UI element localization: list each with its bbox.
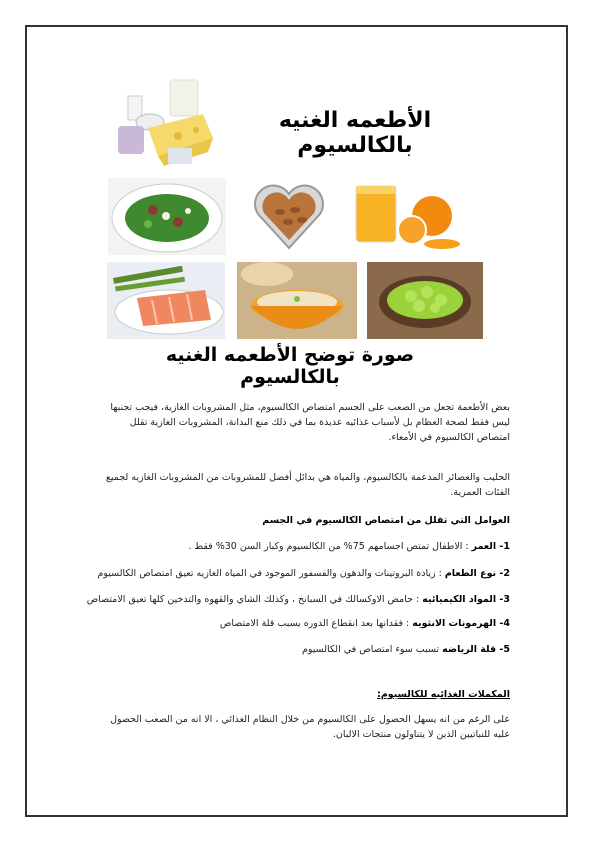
factor-text: : زيادة البروتينات والدهون والفسفور الموجود في المياه الغازيه تعيق امتصاص الكالسيوم bbox=[97, 568, 445, 579]
factor-label: 1- العمر bbox=[471, 541, 510, 552]
factors-heading: العوامل التي تقلل من امتصاص الكالسيوم في الجسم bbox=[262, 515, 510, 526]
factor-text: : فقدانها بعد انقطاع الدوره يسبب قلة الامتصاص bbox=[219, 618, 413, 629]
factor-text: تسبب سوء امتصاص في الكالسيوم bbox=[302, 644, 443, 655]
factor-item bbox=[302, 644, 510, 655]
soup-bowl-image bbox=[237, 262, 357, 339]
factor-item bbox=[97, 568, 510, 579]
salad-image bbox=[108, 178, 226, 255]
factor-label: 2- نوع الطعام bbox=[444, 568, 510, 579]
factor-item bbox=[220, 618, 510, 629]
almonds-image bbox=[250, 180, 328, 252]
intro-paragraph: بعض الأطعمة تجعل من الصعب على الجسم امتصاص الكالسيوم، مثل المشروبات الغازية، فيجب تجنبها ليس فقط لصحة العظام بل لأسباب غذائيه عديدة بما في ذلك منع البدانة، المشروبات الغازية تقلل امتصاص الكالسيوم في الأمعاء. bbox=[110, 402, 510, 443]
factor-item bbox=[188, 541, 510, 552]
orange-juice-image bbox=[350, 180, 465, 255]
alternatives-paragraph: الحليب والعصائر المدعمة بالكالسيوم، والمياه هي بدائل أفضل للمشروبات من المشروبات الغازيه لجميع الفئات العمرية. bbox=[105, 472, 510, 498]
factor-item bbox=[87, 594, 510, 605]
image-caption: صورة توضح الأطعمه الغنيه بالكالسيوم bbox=[165, 344, 415, 388]
salmon-image bbox=[107, 262, 225, 339]
dairy-image bbox=[108, 78, 218, 170]
factor-label: 4- الهرمونات الانثويه bbox=[412, 618, 510, 629]
supplements-heading: المكملات الغذائيه للكالسيوم: bbox=[377, 689, 510, 700]
factor-text: : حامض الاوكسالك في السبانخ ، وكذلك الشاي والقهوه والتدخين كلها تعيق الامتصاص bbox=[86, 594, 423, 605]
factor-label: 3- المواد الكيميائيه bbox=[422, 594, 510, 605]
factor-label: 5- قلة الرياضه bbox=[442, 644, 510, 655]
page-title: الأطعمه الغنيه بالكالسيوم bbox=[278, 108, 432, 158]
supplements-paragraph: على الرغم من انه يسهل الحصول على الكالسيوم من خلال النظام الغذائي ، الا انه من الصعب الحصول عليه للنباتيين الذين لا يتناولون منتجات الالبان. bbox=[110, 714, 510, 740]
green-beans-image bbox=[367, 262, 483, 339]
factor-text: : الاطفال تمتص اجسامهم 75% من الكالسيوم وكبار السن 30% فقط . bbox=[188, 541, 472, 552]
